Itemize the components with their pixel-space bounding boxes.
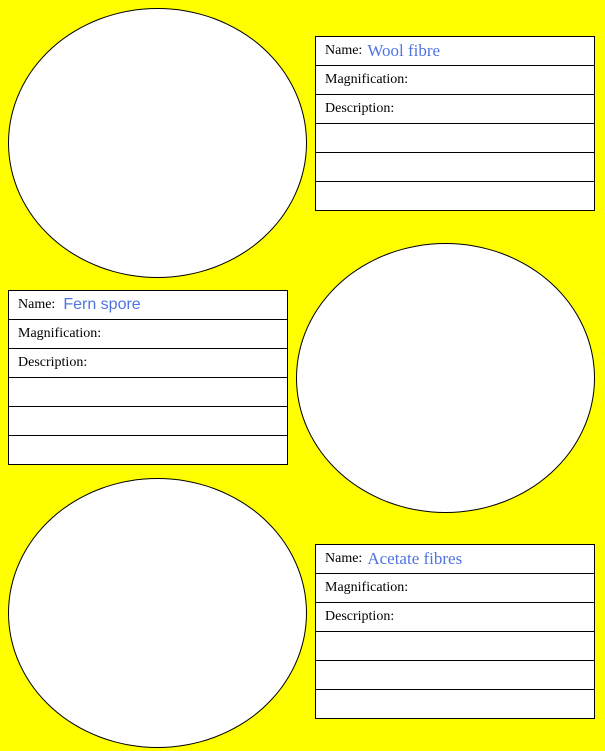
description-label: Description: (325, 101, 395, 116)
blank-line[interactable] (316, 182, 594, 211)
description-label: Description: (325, 609, 395, 624)
blank-line[interactable] (316, 153, 594, 182)
name-label: Name: (325, 43, 363, 58)
blank-line[interactable] (316, 124, 594, 153)
name-row[interactable] (316, 37, 594, 66)
blank-line[interactable] (316, 661, 594, 690)
description-row[interactable] (316, 95, 594, 124)
blank-line[interactable] (9, 407, 287, 436)
drawing-circle-acetate (8, 478, 307, 748)
name-label: Name: (325, 551, 363, 566)
specimen-name: Acetate fibres (367, 549, 463, 568)
magnification-row[interactable] (9, 320, 287, 349)
description-label: Description: (18, 355, 88, 370)
specimen-card-wool (315, 36, 595, 211)
magnification-row[interactable] (316, 574, 594, 603)
name-row[interactable] (316, 545, 594, 574)
specimen-card-fern (8, 290, 288, 465)
blank-line[interactable] (316, 632, 594, 661)
description-row[interactable] (316, 603, 594, 632)
name-row[interactable] (9, 291, 287, 320)
drawing-circle-wool (8, 8, 307, 278)
drawing-circle-fern (296, 243, 595, 513)
name-label: Name: (18, 297, 56, 312)
magnification-label: Magnification: (325, 72, 409, 87)
magnification-label: Magnification: (18, 326, 102, 341)
blank-line[interactable] (9, 378, 287, 407)
blank-line[interactable] (9, 436, 287, 465)
blank-line[interactable] (316, 690, 594, 719)
specimen-name: Fern spore (63, 296, 141, 313)
specimen-card-acetate (315, 544, 595, 719)
description-row[interactable] (9, 349, 287, 378)
magnification-label: Magnification: (325, 580, 409, 595)
specimen-name: Wool fibre (367, 41, 441, 60)
magnification-row[interactable] (316, 66, 594, 95)
